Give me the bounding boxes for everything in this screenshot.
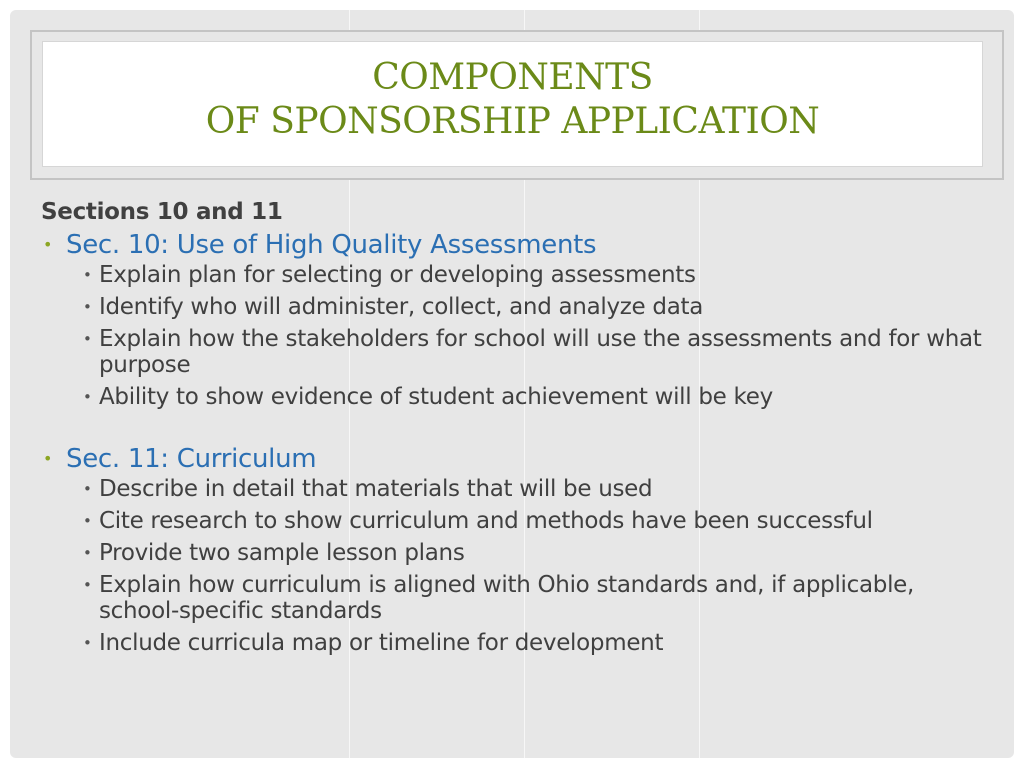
list-item-text: Identify who will administer, collect, and analyze data [99, 294, 704, 320]
bullet-icon: • [83, 576, 92, 594]
section-11-bullet [41, 442, 991, 476]
bullet-icon: • [43, 449, 53, 468]
spacer [41, 416, 991, 442]
list-item [41, 572, 991, 624]
bullet-icon: • [83, 330, 92, 348]
title-box [42, 41, 983, 167]
list-item-text: Include curricula map or timeline for development [99, 630, 664, 656]
bullet-icon: • [83, 266, 92, 284]
bullet-icon: • [43, 235, 53, 254]
list-item-text: Explain how curriculum is aligned with Ohio standards and, if applicable, school-specific standards [99, 572, 915, 624]
list-item [41, 326, 991, 378]
list-item-text: Explain how the stakeholders for school will use the assessments and for what purpose [99, 326, 982, 378]
list-item [41, 540, 991, 566]
slide-title [43, 42, 982, 144]
list-item [41, 476, 991, 502]
bullet-icon: • [83, 298, 92, 316]
bullet-icon: • [83, 512, 92, 530]
bullet-icon: • [83, 388, 92, 406]
bullet-icon: • [83, 480, 92, 498]
list-item-text: Explain plan for selecting or developing assessments [99, 262, 696, 288]
bullet-icon: • [83, 544, 92, 562]
list-item [41, 508, 991, 534]
list-item [41, 630, 991, 656]
title-frame [30, 30, 1004, 180]
slide [10, 10, 1014, 758]
list-item-text: Describe in detail that materials that will be used [99, 476, 653, 502]
section-11-title: Sec. 11: Curriculum [66, 444, 317, 474]
list-item-text: Provide two sample lesson plans [99, 540, 465, 566]
section-10-bullet [41, 228, 991, 262]
title-line-1: COMPONENTS [372, 57, 653, 98]
title-line-2: OF SPONSORSHIP APPLICATION [205, 101, 820, 142]
section-10-title: Sec. 10: Use of High Quality Assessments [66, 230, 597, 260]
list-item [41, 384, 991, 410]
list-item-text: Ability to show evidence of student achievement will be key [99, 384, 773, 410]
slide-content [41, 196, 991, 662]
list-item [41, 262, 991, 288]
list-item-text: Cite research to show curriculum and methods have been successful [99, 508, 873, 534]
list-item [41, 294, 991, 320]
section-heading: Sections 10 and 11 [41, 199, 283, 225]
bullet-icon: • [83, 634, 92, 652]
